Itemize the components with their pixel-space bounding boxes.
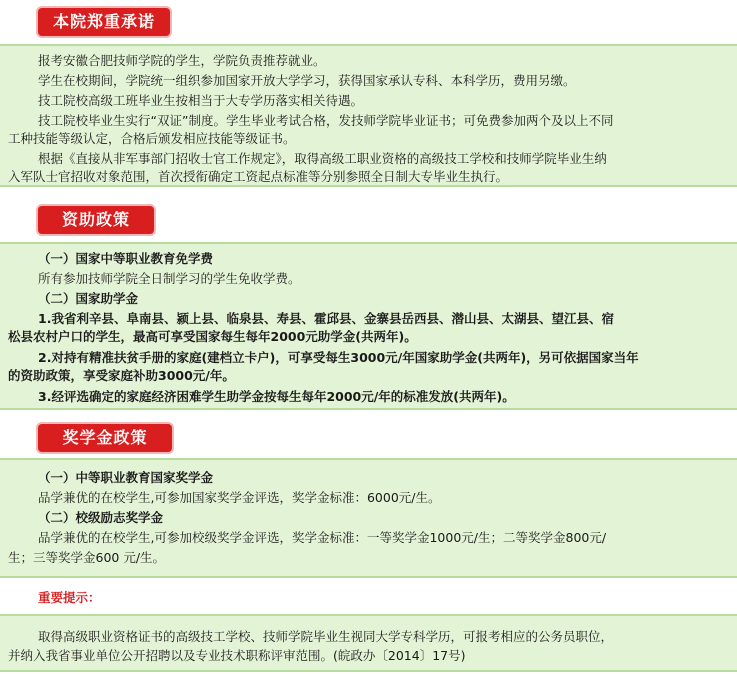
- important-notice-title: 重要提示：: [38, 590, 101, 605]
- scholarship-line: 品学兼优的在校学生,可参加校级奖学金评选，奖学金标准：一等奖学金1000元/生；二等奖学金800元/: [38, 530, 607, 545]
- notice-line: 并纳入我省事业单位公开招聘以及专业技术职称评审范围。(皖政办〔2014〕17号): [8, 648, 466, 663]
- notice-line: 取得高级职业资格证书的高级技工学校、技师学院毕业生视同大学专科学历，可报考相应的公务员职位，: [38, 629, 614, 644]
- scholarship-subheading: （一）中等职业教育国家奖学金: [38, 470, 214, 485]
- aid-line: 2.对持有精准扶贫手册的家庭(建档立卡户)，可享受每生3000元/年国家助学金(共两年)，另可依据国家当年: [38, 350, 639, 365]
- commitment-line: 技工院校高级工班毕业生按相当于大专学历落实相关待遇。: [38, 93, 364, 108]
- commitment-line: 学生在校期间，学院统一组织参加国家开放大学学习，获得国家承认专科、本科学历，费用另缴。: [38, 73, 576, 88]
- section-title-financial-aid: 资助政策: [38, 206, 154, 234]
- commitment-line: 技工院校毕业生实行“双证”制度。学生毕业考试合格，发技师学院毕业证书；可免费参加两个及以上不同: [38, 113, 614, 128]
- aid-line: 3.经评选确定的家庭经济困难学生助学金按每生每年2000元/年的标准发放(共两年)。: [38, 389, 515, 404]
- scholarship-line: 品学兼优的在校学生,可参加国家奖学金评选，奖学金标准：6000元/生。: [38, 490, 441, 505]
- aid-subheading: （一）国家中等职业教育免学费: [38, 251, 214, 266]
- scholarship-line: 生；三等奖学金600 元/生。: [8, 550, 166, 565]
- scholarship-subheading: （二）校级励志奖学金: [38, 510, 164, 525]
- aid-line: 松县农村户口的学生，最高可享受国家每生每年2000元助学金(共两年)。: [8, 329, 417, 344]
- commitment-line: 根据《直接从非军事部门招收士官工作规定》，取得高级工职业资格的高级技工学校和技师学院毕业生纳: [38, 151, 607, 166]
- section-title-commitment: 本院郑重承诺: [38, 8, 170, 36]
- aid-line: 所有参加技师学院全日制学习的学生免收学费。: [38, 271, 301, 286]
- commitment-line: 入军队士官招收对象范围，首次授衔确定工资起点标准等分别参照全日制大专毕业生执行。: [8, 169, 509, 184]
- aid-line: 1.我省利辛县、阜南县、颍上县、临泉县、寿县、霍邱县、金寨县岳西县、潜山县、太湖县、望江县、宿: [38, 311, 614, 326]
- commitment-line: 工种技能等级认定，合格后颁发相应技能等级证书。: [8, 131, 296, 146]
- section-title-scholarship: 奖学金政策: [38, 424, 172, 452]
- commitment-line: 报考安徽合肥技师学院的学生，学院负责推荐就业。: [38, 53, 326, 68]
- aid-line: 的资助政策，享受家庭补助3000元/年。: [8, 368, 235, 383]
- aid-subheading: （二）国家助学金: [38, 291, 139, 306]
